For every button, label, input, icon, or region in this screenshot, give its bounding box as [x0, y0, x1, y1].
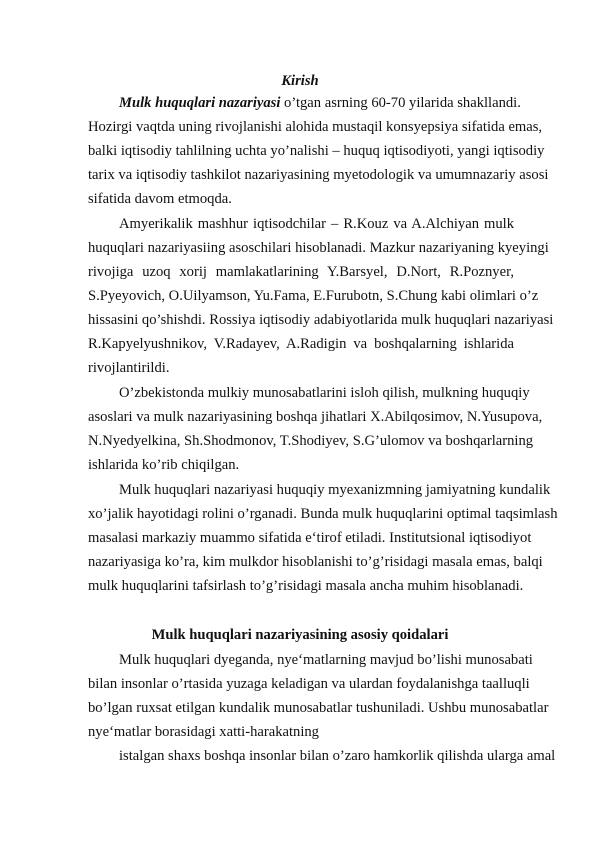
paragraph-2-line-7: rivojlantirildi. — [88, 360, 170, 376]
paragraph-6-line-1: istalgan shaxs boshqa insonlar bilan o’zaro hamkorlik qilishda ularga amal — [119, 748, 556, 764]
paragraph-5-line-1: Mulk huquqlari dyeganda, nye‘matlarning mavjud bo’lishi munosabati — [119, 652, 533, 668]
paragraph-3-line-3: N.Nyedyelkina, Sh.Shodmonov, T.Shodiyev, S.G’ulomov va boshqarlarning — [88, 433, 534, 449]
paragraph-3-line-2: asoslari va mulk nazariyasining boshqa jihatlari X.Abilqosimov, N.Yusupova, — [88, 409, 543, 425]
paragraph-2-line-6: R.Kapyelyushnikov, V.Radayev, A.Radigin va boshqalarning ishlarida — [88, 336, 514, 352]
paragraph-2-line-5: hissasini qo’shishdi. Rossiya iqtisodiy adabiyotlarida mulk huquqlari nazariyasi — [88, 312, 554, 328]
paragraph-4-line-2: xo’jalik hayotidagi rolini o’rganadi. Bunda mulk huquqlarini optimal taqsimlash — [88, 506, 558, 522]
paragraph-2-line-1: Amyerikalik mashhur iqtisodchilar – R.Kouz va A.Alchiyan mulk — [119, 216, 514, 232]
intro-title: Kirish — [281, 73, 319, 89]
paragraph-4-line-5: mulk huquqlarini tafsirlash to’g’risidagi masala ancha muhim hisoblanadi. — [88, 578, 524, 594]
paragraph-2-line-2: huquqlari nazariyasiing asoschilari hisoblanadi. Mazkur nazariyaning kyeyingi — [88, 240, 549, 256]
paragraph-5-line-3: bo’lgan ruxsat etilgan kundalik munosabatlar tushuniladi. Ushbu munosabatlar — [88, 700, 549, 716]
paragraph-1-line-1: Mulk huquqlari nazariyasi o’tgan asrning 60-70 yilarida shakllandi. — [119, 95, 521, 111]
lead-term: Mulk huquqlari nazariyasi — [119, 95, 281, 111]
paragraph-3-line-1: O’zbekistonda mulkiy munosabatlarini isloh qilish, mulkning huquqiy — [119, 385, 530, 401]
paragraph-2-line-4: S.Pyeyovich, O.Uilyamson, Yu.Fama, E.Furubotn, S.Chung kabi olimlari o’z — [88, 288, 539, 304]
paragraph-1-line-4: tarix va iqtisodiy tashkilot nazariyasining myetodologik va umumnazariy asosi — [88, 167, 549, 183]
paragraph-4-line-1: Mulk huquqlari nazariyasi huquqiy myexanizmning jamiyatning kundalik — [119, 482, 551, 498]
paragraph-1-line-2: Hozirgi vaqtda uning rivojlanishi alohida mustaqil konsyepsiya sifatida emas, — [88, 119, 543, 135]
paragraph-1-line-3: balki iqtisodiy tahlilning uchta yo’nalishi – huquq iqtisodiyoti, yangi iqtisodiy — [88, 143, 545, 159]
paragraph-4-line-3: masalasi markaziy muammo sifatida e‘tirof etiladi. Institutsional iqtisodiyot — [88, 530, 532, 546]
paragraph-3-line-4: ishlarida ko’rib chiqilgan. — [88, 457, 240, 473]
paragraph-1-line-5: sifatida davom etmoqda. — [88, 191, 232, 207]
paragraph-2-line-3: rivojiga uzoq xorij mamlakatlarining Y.Barsyel, D.Nort, R.Poznyer, — [88, 264, 514, 280]
section-title: Mulk huquqlari nazariyasining asosiy qoidalari — [151, 627, 449, 643]
paragraph-5-line-4: nye‘matlar borasidagi xatti-harakatning — [88, 724, 319, 740]
paragraph-4-line-4: nazariyasiga ko’ra, kim mulkdor hisoblanishi to’g’risidagi masala emas, balqi — [88, 554, 543, 570]
paragraph-5-line-2: bilan insonlar o’rtasida yuzaga keladigan va ulardan foydalanishga taalluqli — [88, 676, 530, 692]
